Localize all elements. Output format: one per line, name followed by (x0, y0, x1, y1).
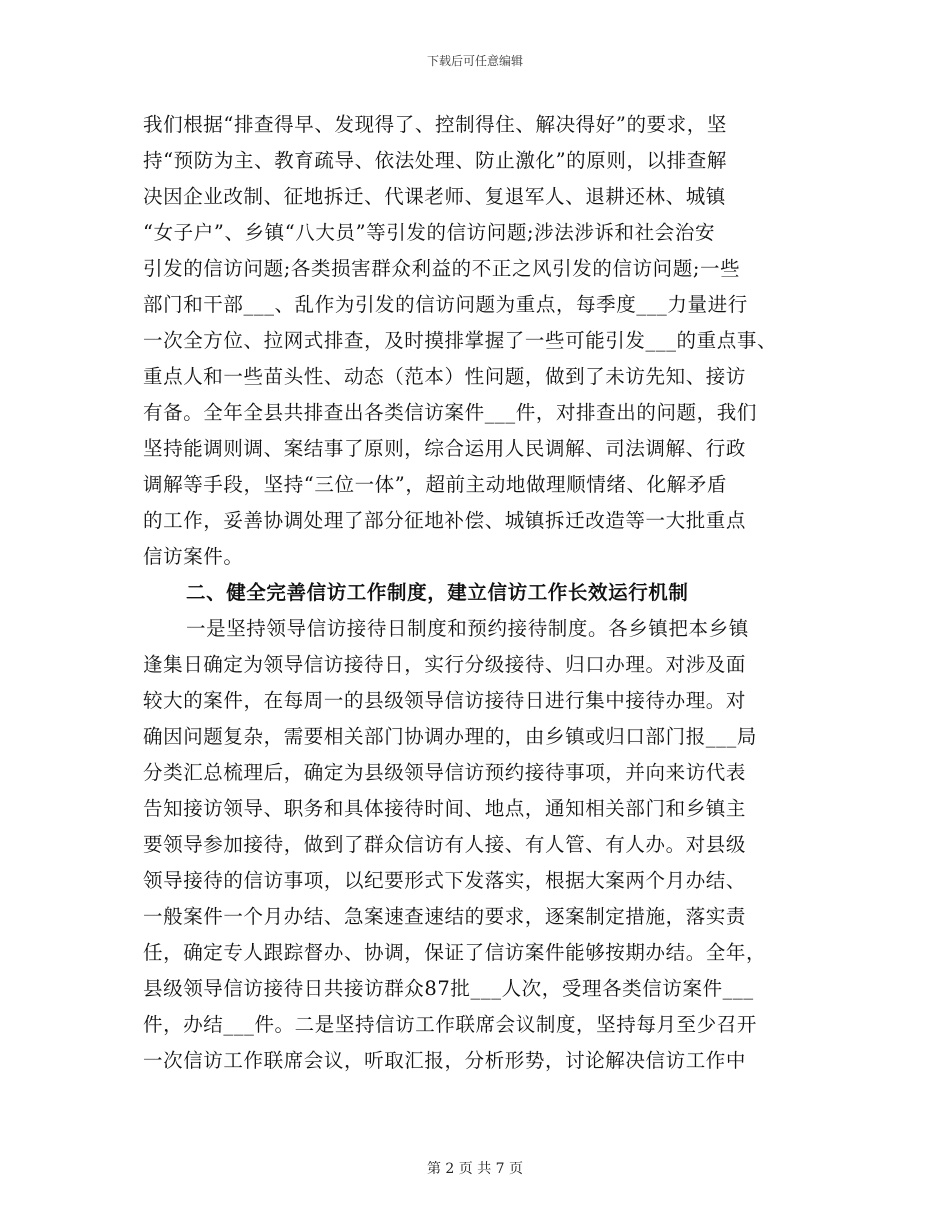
body-line: 任，确定专人跟踪督办、协调，保证了信访案件能够按期办结。全年， (143, 941, 767, 964)
body-line: 信访案件。 (143, 545, 244, 568)
body-line: 持“预防为主、教育疏导、依法处理、防止激化”的原则，以排查解 (143, 149, 727, 172)
page-header-note: 下载后可任意编辑 (426, 54, 523, 68)
body-line: 一次全方位、拉网式排查，及时摸排掌握了一些可能引发___的重点事、 (143, 329, 778, 352)
paragraph-first-line: 一是坚持领导信访接待日制度和预约接待制度。各乡镇把本乡镇 (186, 617, 749, 640)
body-line: 决因企业改制、征地拆迁、代课老师、复退军人、退耕还林、城镇 (143, 185, 726, 208)
body-line: 逢集日确定为领导信访接待日，实行分级接待、归口办理。对涉及面 (143, 653, 747, 676)
body-line: 确因问题复杂，需要相关部门协调办理的，由乡镇或归口部门报___局 (143, 725, 757, 748)
body-line: 重点人和一些苗头性、动态（范本）性问题，做到了未访先知、接访 (143, 365, 747, 388)
body-line: 要领导参加接待，做到了群众信访有人接、有人管、有人办。对县级 (143, 833, 747, 856)
body-line: 引发的信访问题;各类损害群众利益的不正之风引发的信访问题;一些 (143, 257, 741, 280)
body-line: 有备。全年全县共排查出各类信访案件___件，对排查出的问题，我们 (143, 401, 757, 424)
body-line: 的工作，妥善协调处理了部分征地补偿、城镇拆迁改造等一大批重点 (143, 509, 747, 532)
body-line: 部门和干部___、乱作为引发的信访问题为重点，每季度___力量进行 (143, 293, 748, 316)
body-line: 调解等手段，坚持“三位一体”，超前主动地做理顺情绪、化解矛盾 (143, 473, 727, 496)
body-line: 领导接待的信访事项，以纪要形式下发落实，根据大案两个月办结、 (143, 869, 747, 892)
body-line: 较大的案件，在每周一的县级领导信访接待日进行集中接待办理。对 (143, 689, 747, 712)
body-line: 坚持能调则调、案结事了原则，综合运用人民调解、司法调解、行政 (143, 437, 747, 460)
body-line: 分类汇总梳理后，确定为县级领导信访预约接待事项，并向来访代表 (143, 761, 747, 784)
body-line: “女子户”、乡镇“八大员”等引发的信访问题;涉法涉诉和社会治安 (143, 221, 716, 244)
body-line: 一般案件一个月办结、急案速查速结的要求，逐案制定措施，落实责 (143, 905, 747, 928)
body-line: 一次信访工作联席会议，听取汇报，分析形势，讨论解决信访工作中 (143, 1049, 747, 1072)
body-line: 告知接访领导、职务和具体接待时间、地点，通知相关部门和乡镇主 (143, 797, 747, 820)
document-body (143, 107, 823, 1079)
body-line: 我们根据“排查得早、发现得了、控制得住、解决得好”的要求，坚 (143, 113, 727, 136)
section-heading: 二、健全完善信访工作制度，建立信访工作长效运行机制 (186, 581, 689, 604)
body-line: 县级领导信访接待日共接访群众87批___人次，受理各类信访案件___ (143, 977, 754, 1000)
body-line: 件，办结___件。二是坚持信访工作联席会议制度，坚持每月至少召开 (143, 1013, 757, 1036)
page-number: 第 2 页 共 7 页 (426, 1161, 524, 1177)
